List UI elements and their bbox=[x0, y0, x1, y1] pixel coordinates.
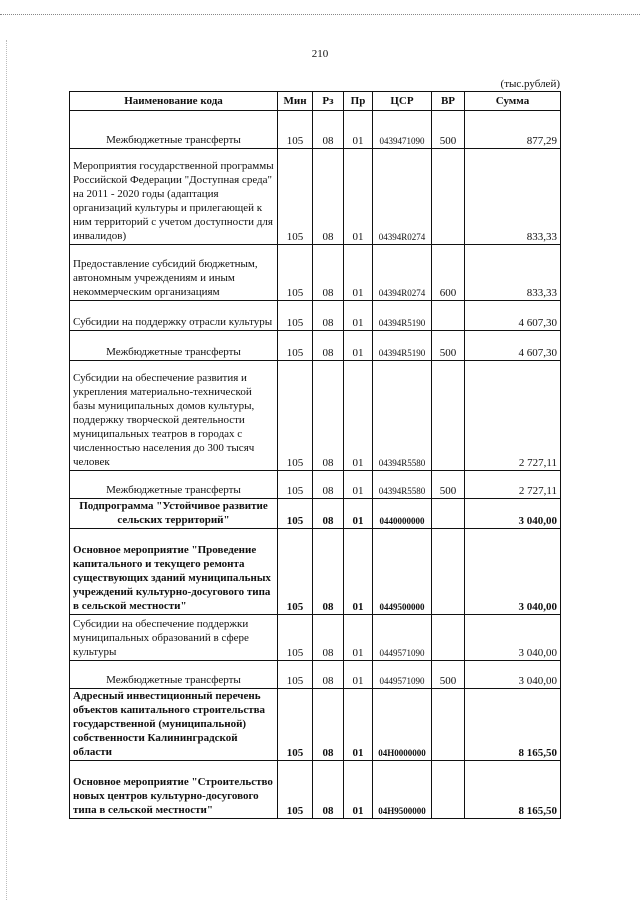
table-row bbox=[70, 689, 561, 761]
table-row bbox=[70, 149, 561, 245]
page-number: 210 bbox=[311, 48, 329, 60]
cell-sum: 3 040,00 bbox=[465, 499, 561, 529]
cell-vr: 500 bbox=[432, 331, 465, 361]
cell-sum: 8 165,50 bbox=[465, 761, 561, 819]
cell-vr: 500 bbox=[432, 471, 465, 499]
cell-sum: 3 040,00 bbox=[465, 661, 561, 689]
cell-name: Субсидии на обеспечение развития и укрепления материально-технической базы муниципальных домов культуры, поддержку творческой деятельности муниципальных театров в городах с численностью населения до 300 тысяч человек bbox=[70, 361, 278, 471]
header-sum: Сумма bbox=[465, 92, 561, 111]
cell-rz: 08 bbox=[313, 471, 344, 499]
cell-sum: 2 727,11 bbox=[465, 471, 561, 499]
cell-csr: 04Н0000000 bbox=[373, 689, 432, 761]
table-row bbox=[70, 615, 561, 661]
cell-sum: 3 040,00 bbox=[465, 529, 561, 615]
header-name: Наименование кода bbox=[70, 92, 278, 111]
cell-csr: 04394R0274 bbox=[373, 245, 432, 301]
table-row bbox=[70, 529, 561, 615]
cell-vr bbox=[432, 361, 465, 471]
cell-min: 105 bbox=[278, 301, 313, 331]
cell-pr: 01 bbox=[344, 471, 373, 499]
units-label: (тыс.рублей) bbox=[500, 78, 560, 90]
left-dotted-rule bbox=[6, 40, 7, 900]
cell-rz: 08 bbox=[313, 331, 344, 361]
header-vr: ВР bbox=[432, 92, 465, 111]
cell-name: Субсидии на обеспечение поддержки муниципальных образований в сфере культуры bbox=[70, 615, 278, 661]
cell-vr bbox=[432, 761, 465, 819]
cell-csr: 04394R5190 bbox=[373, 301, 432, 331]
cell-min: 105 bbox=[278, 689, 313, 761]
table-row bbox=[70, 301, 561, 331]
cell-name: Предоставление субсидий бюджетным, автономным учреждениям и иным некоммерческим организациям bbox=[70, 245, 278, 301]
cell-sum: 833,33 bbox=[465, 245, 561, 301]
cell-min: 105 bbox=[278, 529, 313, 615]
cell-name: Межбюджетные трансферты bbox=[70, 111, 278, 149]
table-row bbox=[70, 111, 561, 149]
cell-rz: 08 bbox=[313, 615, 344, 661]
cell-pr: 01 bbox=[344, 689, 373, 761]
cell-csr: 0439471090 bbox=[373, 111, 432, 149]
cell-rz: 08 bbox=[313, 761, 344, 819]
cell-vr: 500 bbox=[432, 111, 465, 149]
cell-vr: 600 bbox=[432, 245, 465, 301]
cell-min: 105 bbox=[278, 471, 313, 499]
cell-vr bbox=[432, 615, 465, 661]
cell-min: 105 bbox=[278, 761, 313, 819]
cell-name: Межбюджетные трансферты bbox=[70, 471, 278, 499]
cell-name: Межбюджетные трансферты bbox=[70, 331, 278, 361]
cell-pr: 01 bbox=[344, 761, 373, 819]
cell-rz: 08 bbox=[313, 361, 344, 471]
cell-pr: 01 bbox=[344, 149, 373, 245]
cell-vr bbox=[432, 529, 465, 615]
cell-min: 105 bbox=[278, 499, 313, 529]
cell-sum: 877,29 bbox=[465, 111, 561, 149]
cell-csr: 04394R5580 bbox=[373, 471, 432, 499]
cell-name: Адресный инвестиционный перечень объектов капитального строительства государственной (муниципальной) собственности Калининградской области bbox=[70, 689, 278, 761]
cell-pr: 01 bbox=[344, 331, 373, 361]
cell-name: Подпрограмма "Устойчивое развитие сельских территорий" bbox=[70, 499, 278, 529]
cell-csr: 04Н9500000 bbox=[373, 761, 432, 819]
table-row bbox=[70, 661, 561, 689]
cell-pr: 01 bbox=[344, 245, 373, 301]
table-row bbox=[70, 471, 561, 499]
cell-pr: 01 bbox=[344, 301, 373, 331]
cell-rz: 08 bbox=[313, 661, 344, 689]
cell-pr: 01 bbox=[344, 361, 373, 471]
top-dotted-rule bbox=[0, 14, 640, 15]
table-row bbox=[70, 331, 561, 361]
cell-vr: 500 bbox=[432, 661, 465, 689]
cell-csr: 0449571090 bbox=[373, 615, 432, 661]
cell-name: Мероприятия государственной программы Российской Федерации "Доступная среда" на 2011 - 2020 годы (адаптация организаций культуры и прилегающей к ним территорий с учетом доступности для инвалидов) bbox=[70, 149, 278, 245]
cell-pr: 01 bbox=[344, 661, 373, 689]
table-row bbox=[70, 361, 561, 471]
cell-vr bbox=[432, 689, 465, 761]
cell-rz: 08 bbox=[313, 689, 344, 761]
cell-sum: 4 607,30 bbox=[465, 301, 561, 331]
table-row bbox=[70, 761, 561, 819]
cell-name: Субсидии на поддержку отрасли культуры bbox=[70, 301, 278, 331]
cell-name: Основное мероприятие "Проведение капитального и текущего ремонта существующих зданий муниципальных учреждений культурно-досугового типа в сельской местности" bbox=[70, 529, 278, 615]
cell-csr: 04394R5190 bbox=[373, 331, 432, 361]
cell-vr bbox=[432, 499, 465, 529]
cell-min: 105 bbox=[278, 149, 313, 245]
table-row bbox=[70, 245, 561, 301]
cell-sum: 833,33 bbox=[465, 149, 561, 245]
cell-min: 105 bbox=[278, 111, 313, 149]
cell-vr bbox=[432, 301, 465, 331]
cell-sum: 3 040,00 bbox=[465, 615, 561, 661]
cell-pr: 01 bbox=[344, 111, 373, 149]
cell-csr: 04394R0274 bbox=[373, 149, 432, 245]
header-pr: Пр bbox=[344, 92, 373, 111]
table-row bbox=[70, 499, 561, 529]
cell-min: 105 bbox=[278, 361, 313, 471]
cell-rz: 08 bbox=[313, 111, 344, 149]
cell-rz: 08 bbox=[313, 529, 344, 615]
cell-rz: 08 bbox=[313, 149, 344, 245]
cell-csr: 04394R5580 bbox=[373, 361, 432, 471]
cell-csr: 0449500000 bbox=[373, 529, 432, 615]
cell-sum: 4 607,30 bbox=[465, 331, 561, 361]
cell-min: 105 bbox=[278, 615, 313, 661]
cell-pr: 01 bbox=[344, 499, 373, 529]
table-header-row bbox=[70, 92, 561, 111]
cell-csr: 0440000000 bbox=[373, 499, 432, 529]
header-min: Мин bbox=[278, 92, 313, 111]
cell-rz: 08 bbox=[313, 301, 344, 331]
cell-sum: 8 165,50 bbox=[465, 689, 561, 761]
cell-pr: 01 bbox=[344, 615, 373, 661]
budget-table bbox=[69, 91, 561, 819]
cell-pr: 01 bbox=[344, 529, 373, 615]
cell-name: Основное мероприятие "Строительство новых центров культурно-досугового типа в сельской местности" bbox=[70, 761, 278, 819]
cell-min: 105 bbox=[278, 331, 313, 361]
cell-min: 105 bbox=[278, 661, 313, 689]
cell-vr bbox=[432, 149, 465, 245]
cell-sum: 2 727,11 bbox=[465, 361, 561, 471]
cell-csr: 0449571090 bbox=[373, 661, 432, 689]
cell-min: 105 bbox=[278, 245, 313, 301]
header-csr: ЦСР bbox=[373, 92, 432, 111]
cell-rz: 08 bbox=[313, 245, 344, 301]
header-rz: Рз bbox=[313, 92, 344, 111]
cell-name: Межбюджетные трансферты bbox=[70, 661, 278, 689]
cell-rz: 08 bbox=[313, 499, 344, 529]
